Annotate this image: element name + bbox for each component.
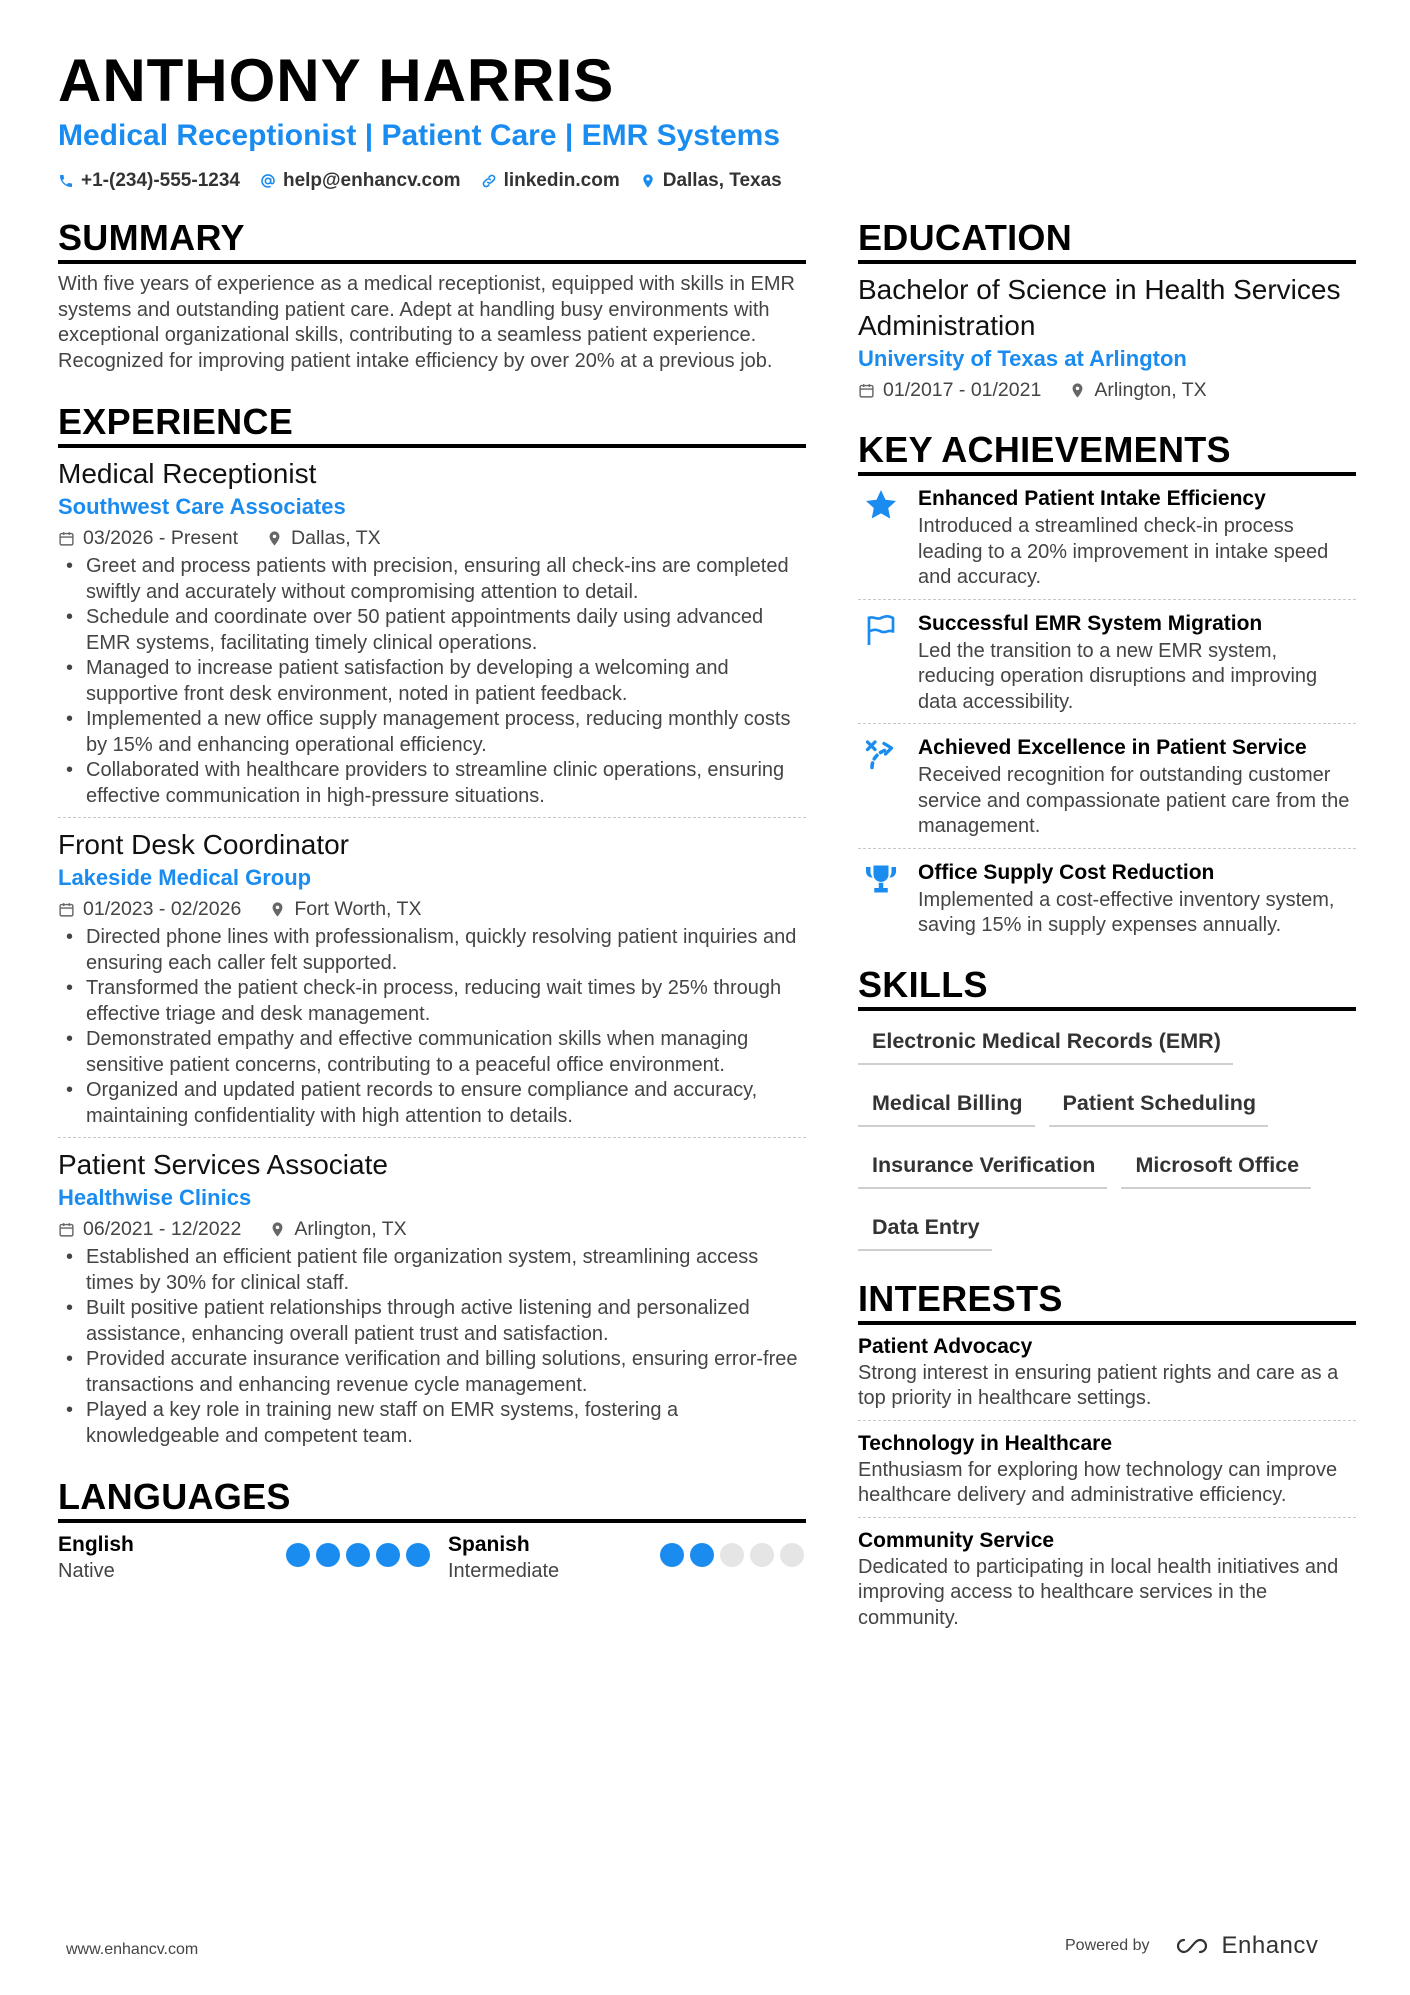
interest-item xyxy=(858,1333,1356,1412)
interest-text: Dedicated to participating in local health initiatives and improving access to healthcare services in the community. xyxy=(858,1555,1339,1629)
job-bullets xyxy=(58,1245,806,1449)
achievement-text: Received recognition for outstanding customer service and compassionate patient care from the management. xyxy=(918,764,1350,837)
achievement-title: Successful EMR System Migration xyxy=(918,611,1263,635)
location-pin-icon xyxy=(266,530,283,547)
job-company: Lakeside Medical Group xyxy=(58,865,312,890)
job-bullet: • Collaborated with healthcare providers to streamline clinic operations, ensuring effective communication in high-pressure situations. xyxy=(58,758,806,809)
skill-tag: Data Entry xyxy=(858,1207,992,1251)
interests-heading: INTERESTS xyxy=(858,1277,1356,1325)
brand-logo[interactable] xyxy=(1170,1932,1319,1960)
contact-email-text: help@enhancv.com xyxy=(282,170,461,191)
calendar-icon xyxy=(58,1221,75,1238)
achievement-item xyxy=(858,858,1356,939)
skill-tag: Microsoft Office xyxy=(1121,1145,1311,1189)
rating-dot-filled xyxy=(376,1543,400,1567)
calendar-icon xyxy=(58,901,75,918)
achievement-text: Led the transition to a new EMR system, reducing operation disruptions and improving data accessibility. xyxy=(918,639,1318,713)
trophy-icon xyxy=(863,861,899,897)
divider xyxy=(858,1420,1356,1421)
location-pin-icon xyxy=(640,173,656,189)
contact-location-text: Dallas, Texas xyxy=(662,170,782,191)
interest-item xyxy=(858,1527,1356,1632)
rating-dot-filled xyxy=(316,1543,340,1567)
job-bullet: • Directed phone lines with professionalism, quickly resolving patient inquiries and ensuring each caller felt supported. xyxy=(58,925,806,976)
experience-heading: EXPERIENCE xyxy=(58,400,806,448)
job-company: Healthwise Clinics xyxy=(58,1185,252,1210)
link-icon xyxy=(481,173,497,189)
footer-branding xyxy=(1065,1932,1318,1960)
achievement-text: Implemented a cost-effective inventory system, saving 15% in supply expenses annually. xyxy=(918,888,1335,936)
rating-dot-empty xyxy=(780,1543,804,1567)
languages-heading: LANGUAGES xyxy=(58,1475,806,1523)
job-title: Medical Receptionist xyxy=(58,458,317,489)
interest-title: Technology in Healthcare xyxy=(858,1431,1112,1455)
job-location-text: Arlington, TX xyxy=(294,1218,407,1240)
divider xyxy=(858,599,1356,600)
location-pin-icon xyxy=(269,901,286,918)
skills-heading: SKILLS xyxy=(858,963,1356,1011)
calendar-icon xyxy=(858,382,875,399)
achievement-icon-wrap xyxy=(858,858,904,939)
job-dates xyxy=(58,524,238,552)
phone-icon xyxy=(58,173,74,189)
rating-dot-filled xyxy=(406,1543,430,1567)
job-dates-text: 01/2023 - 02/2026 xyxy=(83,898,242,920)
rating-dot-filled xyxy=(660,1543,684,1567)
right-column xyxy=(858,216,1356,1631)
achievement-title: Enhanced Patient Intake Efficiency xyxy=(918,487,1266,510)
language-item xyxy=(58,1531,432,1585)
powered-by-label: Powered by xyxy=(1065,1937,1150,1954)
job-dates-text: 06/2021 - 12/2022 xyxy=(83,1218,242,1240)
achievement-item xyxy=(858,609,1356,716)
candidate-title: Medical Receptionist | Patient Care | EMR Systems xyxy=(58,119,781,152)
language-name: English xyxy=(58,1533,134,1556)
rating-dot-filled xyxy=(690,1543,714,1567)
achievement-item xyxy=(858,484,1356,591)
job-bullet: • Greet and process patients with precision, ensuring all check-ins are completed swiftly and accurately without compromising attention to detail. xyxy=(58,554,806,605)
achievement-icon-wrap xyxy=(858,733,904,840)
divider xyxy=(858,723,1356,724)
achievement-title: Achieved Excellence in Patient Service xyxy=(918,736,1307,759)
job-title: Front Desk Coordinator xyxy=(58,829,350,860)
job-location xyxy=(269,895,421,923)
language-level: Intermediate xyxy=(448,1560,560,1582)
job-location-text: Dallas, TX xyxy=(291,527,381,549)
rating-dot-filled xyxy=(286,1543,310,1567)
language-name: Spanish xyxy=(448,1533,530,1556)
job-bullet: • Schedule and coordinate over 50 patient appointments daily using advanced EMR systems, facilitating timely clinical operations. xyxy=(58,605,806,656)
language-rating xyxy=(286,1543,430,1567)
education-heading: EDUCATION xyxy=(858,216,1356,264)
interest-title: Patient Advocacy xyxy=(858,1334,1033,1358)
job-dates xyxy=(58,895,241,923)
job-entry xyxy=(58,1147,806,1449)
rating-dot-empty xyxy=(750,1543,774,1567)
job-bullet: • Played a key role in training new staff on EMR systems, fostering a knowledgeable and competent team. xyxy=(58,1398,806,1449)
job-title: Patient Services Associate xyxy=(58,1149,388,1180)
achievement-icon-wrap xyxy=(858,484,904,591)
job-dates xyxy=(58,1215,241,1243)
job-meta xyxy=(58,895,806,923)
divider xyxy=(858,848,1356,849)
job-bullet: • Provided accurate insurance verification and billing solutions, ensuring error-free transactions and enhancing revenue cycle management. xyxy=(58,1347,806,1398)
job-company: Southwest Care Associates xyxy=(58,494,346,519)
job-bullet: • Built positive patient relationships through active listening and personalized assistance, enhancing overall patient trust and satisfaction. xyxy=(58,1296,806,1347)
job-bullet: • Implemented a new office supply management process, reducing monthly costs by 15% and enhancing operational efficiency. xyxy=(58,707,806,758)
education-location-text: Arlington, TX xyxy=(1094,379,1207,401)
interest-text: Enthusiasm for exploring how technology can improve healthcare delivery and administrative efficiency. xyxy=(858,1458,1338,1506)
summary-text: With five years of experience as a medical receptionist, equipped with skills in EMR systems and outstanding patient care. Adept at handling busy environments with exceptional organizational skills, contributing to a seamless patient experience. Recognized for improving patient intake efficiency by over 20% at a previous job. xyxy=(58,273,795,372)
interest-text: Strong interest in ensuring patient rights and care as a top priority in healthcare settings. xyxy=(858,1361,1339,1409)
contact-linkedin-text: linkedin.com xyxy=(503,170,620,191)
flag-icon xyxy=(863,612,899,648)
job-entry xyxy=(58,456,806,809)
contact-phone-text: +1-(234)-555-1234 xyxy=(81,170,240,191)
education-dates-text: 01/2017 - 01/2021 xyxy=(883,379,1042,401)
skill-tag: Patient Scheduling xyxy=(1049,1083,1269,1127)
skill-tag: Insurance Verification xyxy=(858,1145,1107,1189)
contact-location xyxy=(640,168,782,194)
job-meta xyxy=(58,524,806,552)
language-rating xyxy=(660,1543,804,1567)
contact-bar xyxy=(58,168,782,194)
at-icon xyxy=(260,173,276,189)
achievement-text: Introduced a streamlined check-in process leading to a 20% improvement in intake speed and accuracy. xyxy=(918,515,1329,588)
job-location xyxy=(266,524,381,552)
contact-linkedin[interactable] xyxy=(481,168,620,194)
language-level: Native xyxy=(58,1560,115,1582)
job-entry xyxy=(58,827,806,1129)
job-location-text: Fort Worth, TX xyxy=(294,898,422,920)
divider xyxy=(858,1517,1356,1518)
location-pin-icon xyxy=(269,1221,286,1238)
languages-list xyxy=(58,1531,806,1585)
education-degree: Bachelor of Science in Health Services Administration xyxy=(858,274,1341,341)
contact-email[interactable] xyxy=(260,168,461,194)
job-bullets xyxy=(58,554,806,809)
rating-dot-empty xyxy=(720,1543,744,1567)
left-column xyxy=(58,216,806,1585)
skill-tag: Electronic Medical Records (EMR) xyxy=(858,1021,1233,1065)
brand-name: Enhancv xyxy=(1221,1932,1319,1959)
job-bullet: • Managed to increase patient satisfaction by developing a welcoming and supportive front desk environment, noted in patient feedback. xyxy=(58,656,806,707)
interest-title: Community Service xyxy=(858,1528,1055,1552)
calendar-icon xyxy=(58,530,75,547)
footer-website[interactable]: www.enhancv.com xyxy=(66,1941,199,1958)
summary-heading: SUMMARY xyxy=(58,216,806,264)
job-bullet: • Established an efficient patient file organization system, streamlining access times by 30% for clinical staff. xyxy=(58,1245,806,1296)
divider xyxy=(58,1137,806,1138)
education-location xyxy=(1069,376,1206,404)
job-meta xyxy=(58,1215,806,1243)
achievement-item xyxy=(858,733,1356,840)
job-bullet: • Demonstrated empathy and effective communication skills when managing sensitive patient concerns, contributing to a peaceful office environment. xyxy=(58,1027,806,1078)
education-school: University of Texas at Arlington xyxy=(858,346,1187,371)
interest-item xyxy=(858,1430,1356,1509)
skills-list xyxy=(858,1021,1356,1269)
job-location xyxy=(269,1215,406,1243)
divider xyxy=(58,817,806,818)
enhancv-logo-icon xyxy=(1170,1934,1214,1958)
achievement-title: Office Supply Cost Reduction xyxy=(918,860,1215,884)
contact-phone[interactable] xyxy=(58,168,240,194)
education-dates xyxy=(858,376,1041,404)
job-bullet: • Organized and updated patient records to ensure compliance and accuracy, maintaining confidentiality with high attention to details. xyxy=(58,1078,806,1129)
star-icon xyxy=(863,487,899,523)
strategy-icon xyxy=(863,736,899,772)
achievement-icon-wrap xyxy=(858,609,904,716)
job-bullets xyxy=(58,925,806,1129)
location-pin-icon xyxy=(1069,382,1086,399)
language-item xyxy=(432,1531,806,1585)
skill-tag: Medical Billing xyxy=(858,1083,1035,1127)
achievements-heading: KEY ACHIEVEMENTS xyxy=(858,428,1356,476)
rating-dot-filled xyxy=(346,1543,370,1567)
job-bullet: • Transformed the patient check-in process, reducing wait times by 25% through effective triage and desk management. xyxy=(58,976,806,1027)
job-dates-text: 03/2026 - Present xyxy=(83,527,239,549)
candidate-name: ANTHONY HARRIS xyxy=(58,47,615,114)
education-meta xyxy=(858,376,1356,404)
